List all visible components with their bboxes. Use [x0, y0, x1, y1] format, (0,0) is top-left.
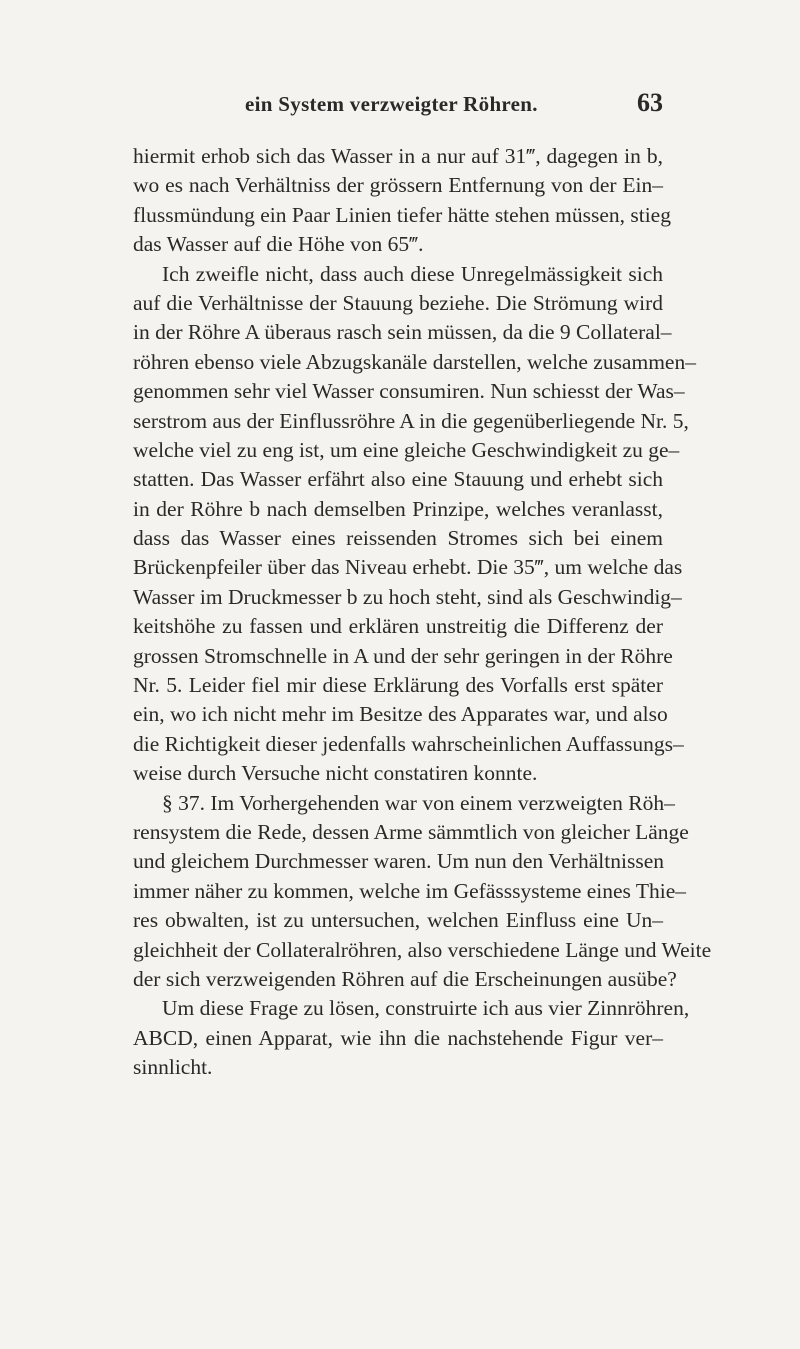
text-line: genommen sehr viel Wasser consumiren. Nun schiesst der Was– — [133, 379, 685, 404]
text-line: in der Röhre A überaus rasch sein müssen, da die 9 Collateral– — [133, 320, 672, 345]
text-line: statten. Das Wasser erfährt also eine Stauung und erhebt sich — [133, 467, 663, 492]
text-line: dass das Wasser eines reissenden Stromes sich bei einem — [133, 526, 663, 551]
text-line: der sich verzweigenden Röhren auf die Erscheinungen ausübe? — [133, 966, 677, 991]
text-line: Ich zweifle nicht, dass auch diese Unregelmässigkeit sich — [162, 261, 663, 286]
text-line: sinnlicht. — [133, 1055, 213, 1080]
text-line: keitshöhe zu fassen und erklären unstreitig die Differenz der — [133, 614, 663, 639]
text-line: ein, wo ich nicht mehr im Besitze des Apparates war, und also — [133, 702, 668, 727]
text-line: immer näher zu kommen, welche im Gefässsysteme eines Thie– — [133, 878, 687, 903]
text-line: auf die Verhältnisse der Stauung beziehe. Die Strömung wird — [133, 290, 663, 315]
text-line: rensystem die Rede, dessen Arme sämmtlich von gleicher Länge — [133, 819, 689, 844]
text-line: ABCD, einen Apparat, wie ihn die nachstehende Figur ver– — [133, 1025, 663, 1050]
text-line: res obwalten, ist zu untersuchen, welchen Einfluss eine Un– — [133, 908, 663, 933]
text-line: § 37. Im Vorhergehenden war von einem verzweigten Röh– — [162, 790, 675, 815]
text-line: weise durch Versuche nicht constatiren konnte. — [133, 761, 538, 786]
text-line: serstrom aus der Einflussröhre A in die gegenüberliegende Nr. 5, — [133, 408, 689, 433]
text-line: Um diese Frage zu lösen, construirte ich aus vier Zinnröhren, — [162, 996, 690, 1021]
running-head — [133, 90, 663, 124]
text-line: gleichheit der Collateralröhren, also verschiedene Länge und Weite — [133, 937, 712, 962]
text-line: und gleichem Durchmesser waren. Um nun den Verhältnissen — [133, 849, 664, 874]
text-line: Wasser im Druckmesser b zu hoch steht, sind als Geschwindig– — [133, 584, 682, 609]
text-line: in der Röhre b nach demselben Prinzipe, welches veranlasst, — [133, 496, 663, 521]
text-line: wo es nach Verhältniss der grössern Entfernung von der Ein– — [133, 173, 663, 198]
text-line: Nr. 5. Leider fiel mir diese Erklärung des Vorfalls erst später — [133, 673, 663, 698]
text-line: das Wasser auf die Höhe von 65‴. — [133, 232, 424, 257]
body-text — [133, 142, 712, 1083]
text-line: grossen Stromschnelle in A und der sehr geringen in der Röhre — [133, 643, 673, 668]
text-line: welche viel zu eng ist, um eine gleiche Geschwindigkeit zu ge– — [133, 437, 680, 462]
text-line: hiermit erhob sich das Wasser in a nur auf 31‴, dagegen in b, — [133, 144, 663, 168]
text-line: Brückenpfeiler über das Niveau erhebt. Die 35‴, um welche das — [133, 555, 683, 580]
text-line: flussmündung ein Paar Linien tiefer hätte stehen müssen, stieg — [133, 202, 671, 227]
running-title: ein System verzweigter Röhren. — [245, 92, 538, 116]
text-line: röhren ebenso viele Abzugskanäle darstellen, welche zusammen– — [133, 349, 696, 374]
text-line: die Richtigkeit dieser jedenfalls wahrscheinlichen Auffassungs– — [133, 731, 684, 756]
page-number: 63 — [637, 88, 663, 117]
